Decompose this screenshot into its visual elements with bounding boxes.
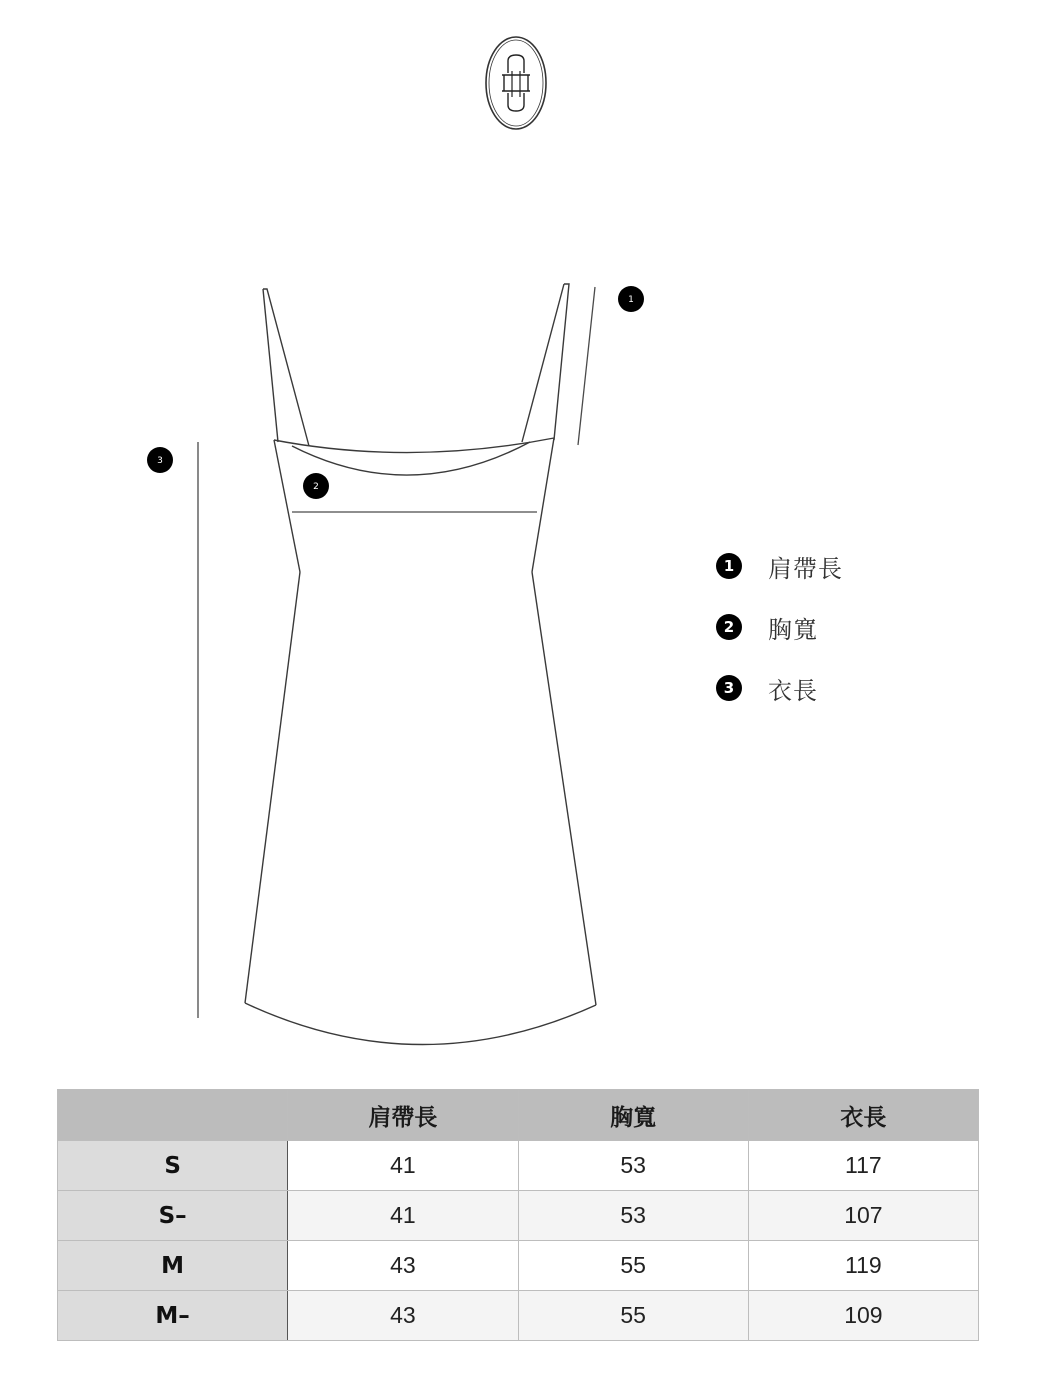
marker-2 (303, 473, 329, 499)
header-size (58, 1090, 288, 1141)
strap-measure-line (578, 287, 595, 445)
legend-label: 胸寬 (768, 615, 818, 644)
header-strap-length: 肩帶長 (288, 1090, 518, 1141)
value-cell: 53 (518, 1191, 748, 1241)
legend-item-strap (716, 548, 843, 584)
value-cell: 55 (518, 1241, 748, 1291)
value-cell: 107 (748, 1191, 978, 1241)
hem (245, 1003, 596, 1045)
size-cell: M– (58, 1291, 288, 1341)
size-cell: M (58, 1241, 288, 1291)
header-total-length: 衣長 (748, 1090, 978, 1141)
legend-badge: 3 (716, 675, 742, 701)
legend-item-length (716, 670, 818, 706)
table-header-row (58, 1090, 979, 1141)
value-cell: 41 (288, 1141, 518, 1191)
left-strap (263, 289, 309, 446)
legend-label: 肩帶長 (768, 554, 843, 583)
marker-3 (147, 447, 173, 473)
table-row (58, 1291, 979, 1341)
svg-text:3: 3 (157, 456, 163, 466)
legend-label: 衣長 (768, 676, 818, 705)
size-cell: S– (58, 1191, 288, 1241)
value-cell: 117 (748, 1141, 978, 1191)
skirt-right-seam (532, 572, 596, 1005)
table-row (58, 1241, 979, 1291)
value-cell: 53 (518, 1141, 748, 1191)
size-cell: S (58, 1141, 288, 1191)
value-cell: 41 (288, 1191, 518, 1241)
legend-badge: 2 (716, 614, 742, 640)
right-strap (554, 284, 569, 440)
table-row (58, 1141, 979, 1191)
svg-text:2: 2 (313, 482, 319, 492)
value-cell: 55 (518, 1291, 748, 1341)
value-cell: 43 (288, 1241, 518, 1291)
marker-1 (618, 286, 644, 312)
svg-text:1: 1 (628, 295, 634, 305)
size-table (57, 1089, 979, 1341)
value-cell: 119 (748, 1241, 978, 1291)
table-row (58, 1191, 979, 1241)
value-cell: 109 (748, 1291, 978, 1341)
value-cell: 43 (288, 1291, 518, 1341)
header-chest-width: 胸寬 (518, 1090, 748, 1141)
legend-badge: 1 (716, 553, 742, 579)
skirt-left-seam (245, 572, 300, 1003)
legend-item-chest (716, 609, 818, 645)
